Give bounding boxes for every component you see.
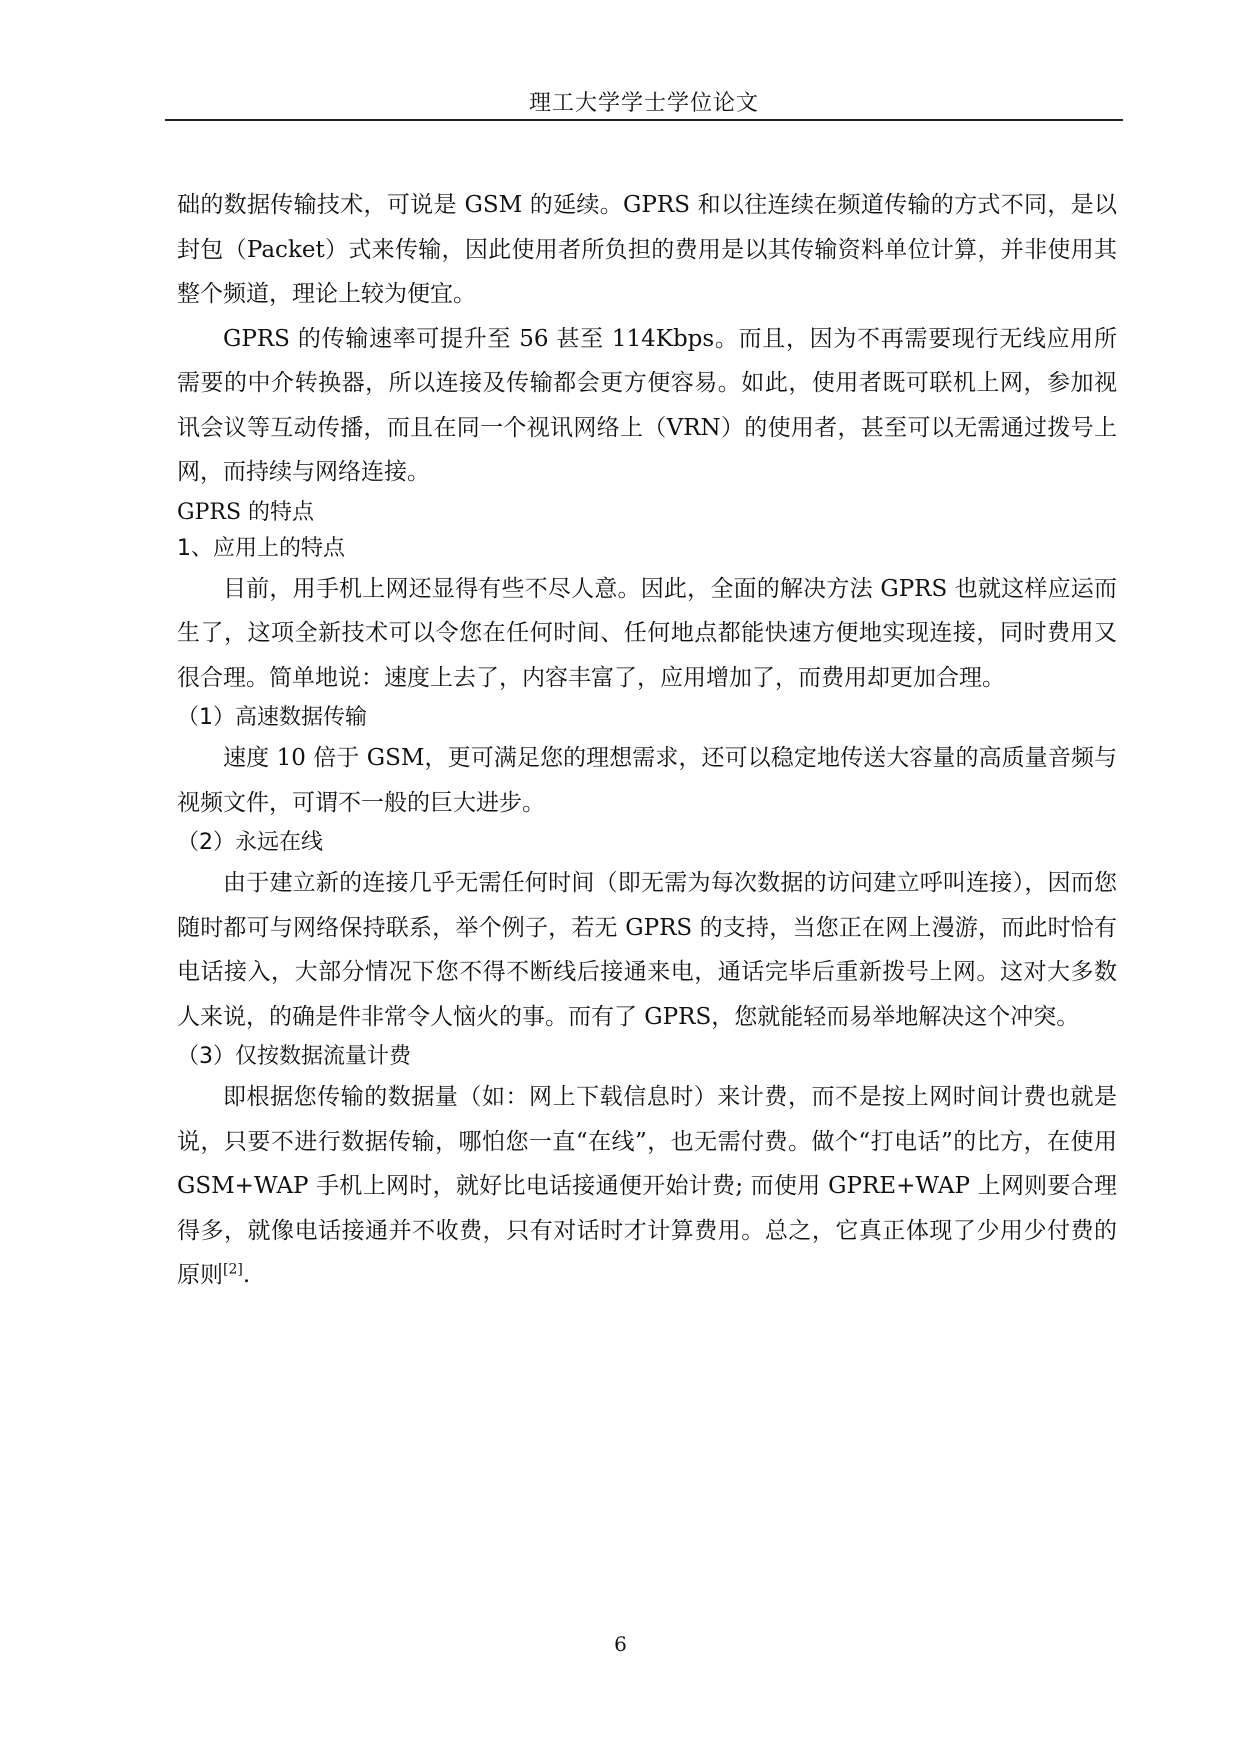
paragraph-5: 由于建立新的连接几乎无需任何时间（即无需为每次数据的访问建立呼叫连接），因而您随时都可与网络保持联系，举个例子，若无 GPRS 的支持，当您正在网上漫游，而此时恰有电话接入，大部分情况下您不得不断线后接通来电，通话完毕后重新拨号上网。这对大多数人来说，的确是件非常令人恼火的事。而有了 GPRS，您就能轻而易举地解决这个冲突。: [177, 870, 1117, 1030]
paragraph-6-text: 即根据您传输的数据量（如：网上下载信息时）来计费，而不是按上网时间计费也就是说，只要不进行数据传输，哪怕您一直“在线”，也无需付费。做个“打电话”的比方，在使用 GSM+WAP 手机上网时，就好比电话接通便开始计费; 而使用 GPRE+WAP 上网则要合理得多，就像电话接通并不收费，只有对话时才计算费用。总之，它真正体现了少用少付费的原则: [177, 1084, 1117, 1288]
section-heading-features: GPRS 的特点: [177, 499, 315, 525]
item-heading-3: （3）仅按数据流量计费: [177, 1044, 411, 1069]
body-text: [177, 183, 1117, 1298]
item-heading-1: （1）高速数据传输: [177, 705, 367, 730]
running-header: 理工大学学士学位论文: [528, 91, 759, 116]
paragraph-2: GPRS 的传输速率可提升至 56 甚至 114Kbps。而且，因为不再需要现行无线应用所需要的中介转换器，所以连接及传输都会更方便容易。如此，使用者既可联机上网，参加视讯会议等互动传播，而且在同一个视讯网络上（VRN）的使用者，甚至可以无需通过拨号上网，而持续与网络连接。: [177, 325, 1117, 485]
paragraph-3: 目前，用手机上网还显得有些不尽人意。因此，全面的解决方法 GPRS 也就这样应运而生了，这项全新技术可以令您在任何时间、任何地点都能快速方便地实现连接，同时费用又很合理。简单地说：速度上去了，内容丰富了，应用增加了，而费用却更加合理。: [177, 575, 1117, 691]
subsection-heading-1: 1、应用上的特点: [177, 535, 345, 561]
paragraph-1: 础的数据传输技术，可说是 GSM 的延续。GPRS 和以往连续在频道传输的方式不同，是以封包（Packet）式来传输，因此使用者所负担的费用是以其传输资料单位计算，并非使用其整个频道，理论上较为便宜。: [177, 192, 1117, 307]
page-number: 6: [614, 1632, 627, 1656]
header-rule: [165, 119, 1123, 121]
citation-ref[interactable]: [2]: [223, 1261, 243, 1278]
item-heading-2: （2）永远在线: [177, 830, 323, 855]
paragraph-6: [177, 1075, 1117, 1298]
paragraph-6-end: .: [242, 1262, 251, 1288]
paragraph-4: 速度 10 倍于 GSM，更可满足您的理想需求，还可以稳定地传送大容量的高质量音频与视频文件，可谓不一般的巨大进步。: [177, 745, 1117, 816]
